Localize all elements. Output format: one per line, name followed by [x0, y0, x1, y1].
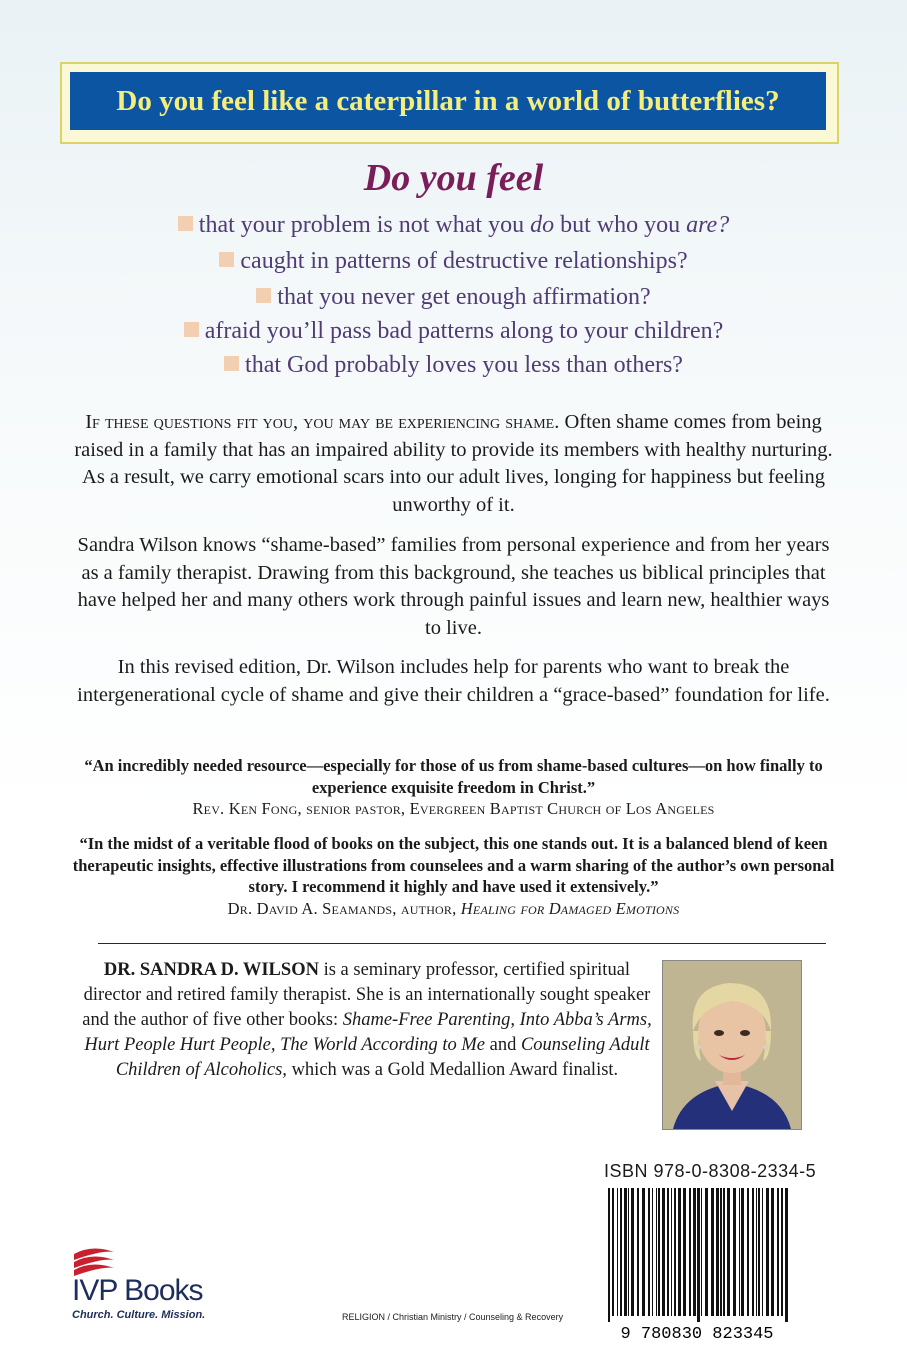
section-heading: Do you feel — [363, 157, 544, 199]
barcode-bar — [628, 1188, 629, 1316]
barcode-bar — [756, 1188, 757, 1316]
barcode-bar — [652, 1188, 653, 1316]
barcode-bar — [781, 1188, 783, 1316]
question-item: afraid you’ll pass bad patterns along to your children? — [0, 318, 907, 345]
barcode-bar — [720, 1188, 722, 1316]
barcode-bar — [648, 1188, 650, 1316]
barcode-bar — [705, 1188, 708, 1316]
barcode-bar — [758, 1188, 760, 1316]
barcode-graphic — [600, 1186, 794, 1346]
author-name: DR. SANDRA D. WILSON — [103, 960, 319, 980]
barcode-bar — [771, 1188, 774, 1316]
barcode-bar — [667, 1188, 669, 1316]
publisher-tagline: Church. Culture. Mission. — [72, 1309, 206, 1321]
barcode-bar — [701, 1188, 702, 1316]
author-photo — [662, 960, 802, 1130]
barcode-bar — [777, 1188, 779, 1316]
quote-attribution: Dr. David A. Seamands, author, Healing for Damaged Emotions — [227, 898, 680, 918]
description-paragraph-2: Sandra Wilson knows “shame-based” families from personal experience and from her years as a family therapist. Drawing from this background, she teaches us biblical principles that have helped her and many others work through painful issues and learn new, healthier ways to live. — [77, 534, 830, 639]
headline-banner — [70, 72, 826, 130]
barcode-bar — [741, 1188, 744, 1316]
quote-text: “In the midst of a veritable flood of books on the subject, this one stands out. It is a balanced blend of keen therapeutic insights, effective illustrations from counselees and a warm sharing of the author’s own personal story. I recommend it highly and have used it extensively.” — [72, 834, 835, 896]
barcode-digits: 9 780830 823345 — [620, 1325, 774, 1344]
endorsement-quote-2 — [62, 833, 845, 919]
barcode-bar — [678, 1188, 681, 1316]
barcode-bar — [752, 1188, 754, 1316]
publisher-logo — [72, 1246, 222, 1326]
publisher-name: IVP Books — [72, 1274, 203, 1307]
quote-attribution: Rev. Ken Fong, senior pastor, Evergreen Baptist Church of Los Angeles — [192, 799, 715, 818]
barcode-bar — [747, 1188, 749, 1316]
bullet-square-icon — [219, 252, 234, 267]
barcode-bar — [711, 1188, 714, 1316]
quote-text: “An incredibly needed resource—especially for those of us from shame-based cultures—on how finally to experience exquisite freedom in Christ.” — [84, 756, 823, 797]
barcode-bar — [739, 1188, 740, 1316]
barcode-bar — [716, 1188, 719, 1316]
isbn-label: ISBN 978-0-8308-2334-5 — [604, 1161, 817, 1181]
question-item: caught in patterns of destructive relationships? — [0, 248, 907, 275]
bullet-square-icon — [256, 288, 271, 303]
barcode-bar — [658, 1188, 660, 1316]
divider — [98, 943, 826, 944]
barcode-bar — [671, 1188, 672, 1316]
barcode-bar — [612, 1188, 614, 1316]
barcode-bar — [785, 1188, 788, 1322]
barcode-bar — [624, 1188, 627, 1316]
barcode-bar — [617, 1188, 618, 1316]
question-item: that God probably loves you less than others? — [0, 352, 907, 379]
banner-text: Do you feel like a caterpillar in a world of butterflies? — [116, 84, 780, 117]
barcode-bar — [762, 1188, 763, 1316]
category-label: RELIGION / Christian Ministry / Counseling & Recovery — [342, 1312, 564, 1322]
flag-icon — [72, 1246, 132, 1276]
author-bio: DR. SANDRA D. WILSON is a seminary professor, certified spiritual director and retired family therapist. She is an internationally sought speaker and the author of five other books: Shame-Free Parenting, Into Abba’s Arms, Hurt People Hurt People, The World According to Me and Counseling Adult Children of Alcoholics, which was a Gold Medallion Award finalist. — [82, 960, 652, 1080]
barcode-bar — [766, 1188, 769, 1316]
barcode-bar — [631, 1188, 634, 1316]
barcode-bar — [642, 1188, 645, 1316]
barcode-bar — [662, 1188, 665, 1316]
description-paragraph-3: In this revised edition, Dr. Wilson includes help for parents who want to break the intergenerational cycle of shame and give their children a “grace-based” foundation for life. — [77, 656, 830, 706]
question-item: that your problem is not what you do but who you are? — [0, 212, 907, 239]
barcode-bar — [689, 1188, 691, 1316]
bullet-square-icon — [184, 322, 199, 337]
barcode-bar — [674, 1188, 676, 1316]
barcode-bar — [697, 1188, 700, 1322]
barcode-bar — [620, 1188, 622, 1316]
barcode-bar — [683, 1188, 686, 1316]
barcode-bar — [733, 1188, 736, 1316]
barcode-bar — [637, 1188, 639, 1316]
bullet-square-icon — [224, 356, 239, 371]
barcode-bar — [727, 1188, 730, 1316]
endorsement-quote-1 — [62, 755, 845, 820]
barcode-bar — [656, 1188, 657, 1316]
barcode-bar — [693, 1188, 696, 1316]
barcode-bar — [723, 1188, 725, 1316]
barcode-bar — [608, 1188, 610, 1322]
description-paragraph-1: If these questions fit you, you may be experiencing shame. Often shame comes from being raised in a family that has an impaired ability to provide its members with healthy nurturing. As a result, we carry emotional scars into our adult lives, longing for happiness but feeling unworthy of it. — [74, 411, 833, 516]
question-item: that you never get enough affirmation? — [0, 284, 907, 311]
bullet-square-icon — [178, 216, 193, 231]
